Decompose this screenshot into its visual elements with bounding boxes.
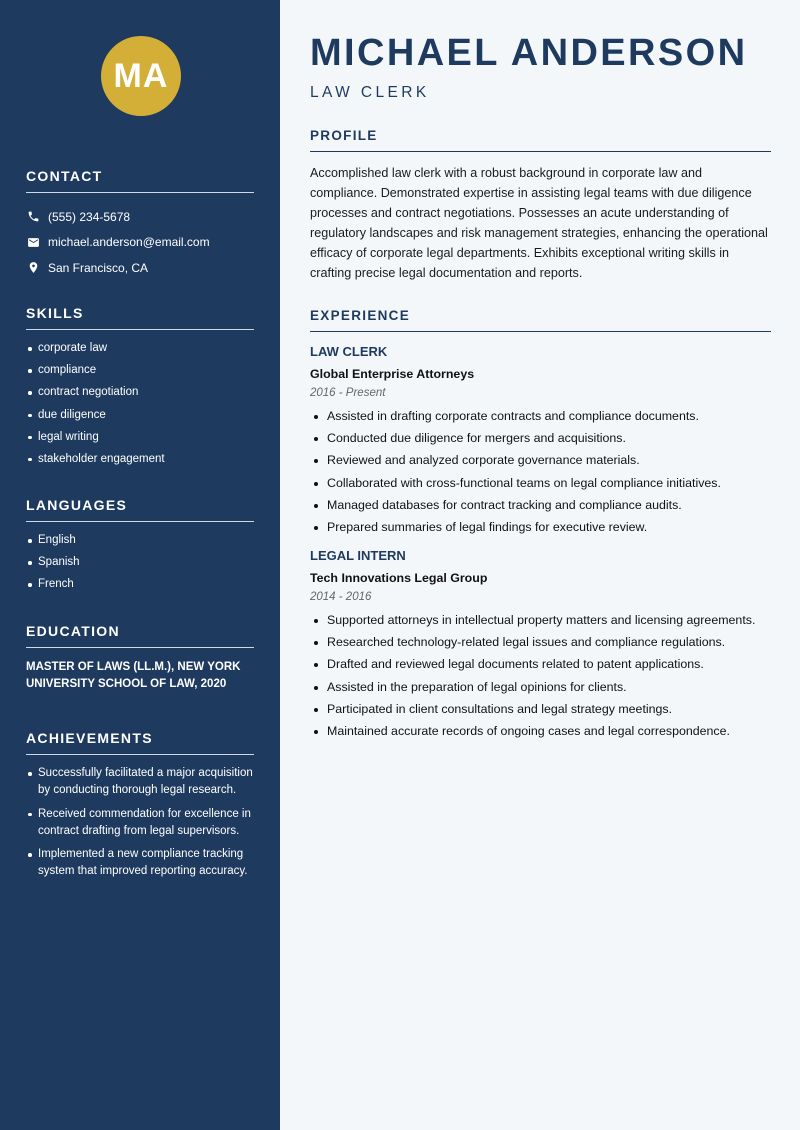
job-bullet: Prepared summaries of legal findings for executive review. (310, 519, 771, 536)
skill-item: legal writing (26, 429, 254, 446)
education-heading: EDUCATION (26, 623, 254, 648)
job-company: Global Enterprise Attorneys (310, 367, 475, 381)
languages-list (26, 532, 254, 593)
job-bullet: Assisted in the preparation of legal opinions for clients. (310, 679, 771, 696)
job-title: LAW CLERK (310, 344, 388, 359)
achievements-section (26, 730, 254, 887)
experience-section (310, 308, 771, 745)
candidate-name: MICHAEL ANDERSON (310, 32, 748, 74)
contact-phone (26, 204, 254, 230)
skill-item: corporate law (26, 340, 254, 357)
languages-heading: LANGUAGES (26, 497, 254, 522)
skills-heading: SKILLS (26, 305, 254, 330)
contact-email (26, 230, 254, 256)
language-item: English (26, 532, 254, 549)
contact-list (26, 204, 254, 281)
job-bullet: Supported attorneys in intellectual property matters and licensing agreements. (310, 612, 771, 629)
skill-item: stakeholder engagement (26, 451, 254, 468)
contact-section (26, 168, 254, 281)
language-item: Spanish (26, 554, 254, 571)
languages-section (26, 497, 254, 599)
sidebar (0, 0, 280, 1130)
job-bullets (310, 612, 771, 740)
phone-text: (555) 234-5678 (48, 209, 131, 224)
job-bullet: Participated in client consultations and legal strategy meetings. (310, 701, 771, 718)
profile-heading: PROFILE (310, 128, 771, 152)
job-bullet: Assisted in drafting corporate contracts and compliance documents. (310, 408, 771, 425)
avatar-initials: MA (101, 36, 181, 116)
achievements-list (26, 765, 254, 880)
job-company: Tech Innovations Legal Group (310, 570, 488, 585)
location-pin-icon (26, 261, 40, 275)
skill-item: compliance (26, 362, 254, 379)
achievements-heading: ACHIEVEMENTS (26, 730, 254, 755)
experience-heading: EXPERIENCE (310, 308, 771, 332)
email-text: michael.anderson@email.com (48, 235, 210, 250)
skills-section (26, 305, 254, 473)
contact-location (26, 255, 254, 281)
job-bullet: Managed databases for contract tracking and compliance audits. (310, 497, 771, 514)
location-text: San Francisco, CA (48, 260, 149, 275)
job-title: LEGAL INTERN (310, 547, 406, 563)
job-bullets (310, 408, 771, 536)
job-dates: 2014 - 2016 (310, 590, 372, 603)
education-section (26, 623, 254, 693)
profile-text: Accomplished law clerk with a robust background in corporate law and compliance. Demonstrated expertise in assisting legal teams with due diligence processes and contract negotiations. Possesses an acute understanding of regulatory landscapes and risk management strategies, enhancing the operational efficacy of corporate legal departments. Exhibits exceptional writing skills in crafting precise legal documentation and reports. (310, 166, 768, 280)
email-icon (26, 235, 40, 249)
job-entry (310, 344, 771, 536)
job-bullet: Conducted due diligence for mergers and acquisitions. (310, 430, 771, 447)
job-entry (310, 548, 771, 740)
language-item: French (26, 576, 254, 593)
education-degree: MASTER OF LAWS (LL.M.), NEW YORK UNIVERSITY SCHOOL OF LAW, 2020 (26, 661, 241, 690)
job-bullet: Researched technology-related legal issues and compliance regulations. (310, 634, 771, 651)
achievement-item: Successfully facilitated a major acquisition by conducting thorough legal research. (26, 765, 254, 799)
job-dates: 2016 - Present (310, 387, 386, 399)
candidate-title: LAW CLERK (310, 84, 430, 101)
phone-icon (26, 210, 40, 224)
skill-item: contract negotiation (26, 384, 254, 401)
achievement-item: Received commendation for excellence in contract drafting from legal supervisors. (26, 806, 254, 840)
profile-section (310, 128, 771, 283)
job-bullet: Drafted and reviewed legal documents related to patent applications. (310, 656, 771, 673)
job-bullet: Collaborated with cross-functional teams on legal compliance initiatives. (310, 475, 771, 492)
achievement-item: Implemented a new compliance tracking system that improved reporting accuracy. (26, 846, 254, 880)
contact-heading: CONTACT (26, 168, 254, 193)
skill-item: due diligence (26, 407, 254, 424)
job-bullet: Maintained accurate records of ongoing cases and legal correspondence. (310, 723, 771, 740)
skills-list (26, 340, 254, 468)
job-bullet: Reviewed and analyzed corporate governance materials. (310, 452, 771, 469)
